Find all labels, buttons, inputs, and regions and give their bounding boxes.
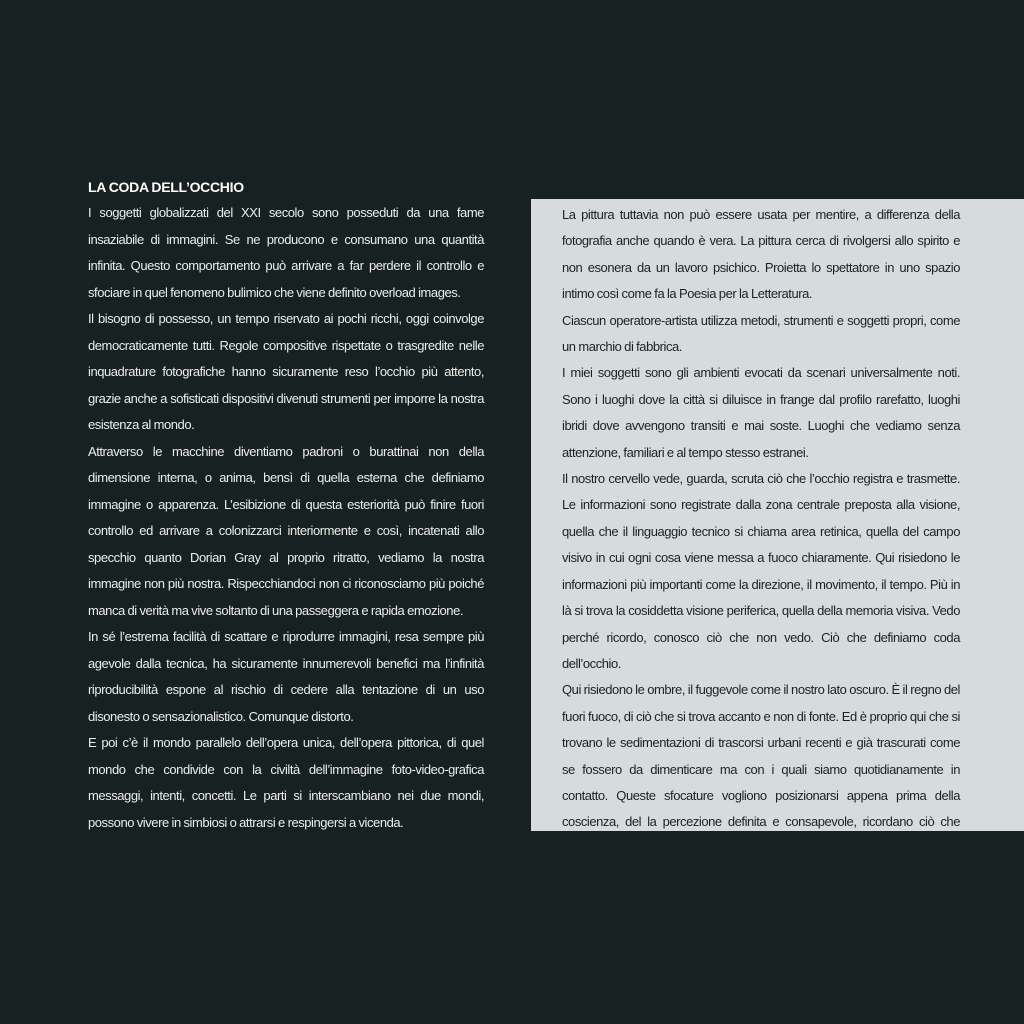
article-title: LA CODA DELL’OCCHIO [88,179,244,195]
paragraph: Attraverso le macchine diventiamo padroni o burattinai non della dimensione interna, o anima, bensì di quella esterna che definiamo immagine o apparenza. L’esibizione di questa esteriorità può finire fuori controllo ed arrivare a colonizzarci interiormente e così, incatenati allo specchio quanto Dorian Gray al proprio ritratto, vediamo la nostra immagine non più nostra. Rispecchiandoci non ci riconosciamo più poiché manca di verità ma vive soltanto di una passeggera e rapida emozione. [88,443,484,618]
left-column [88,176,484,836]
paragraph: Ciascun operatore-artista utilizza metodi, strumenti e soggetti propri, come un marchio di fabbrica. [562,312,960,355]
right-column [562,202,960,862]
paragraph: Qui risiedono le ombre, il fuggevole come il nostro lato oscuro. È il regno del fuori fuoco, di ciò che si trova accanto e non di fonte. Ed è proprio qui che si trovano le sedimentazioni di trascorsi urbani recenti e già trascurati come se fossero da dimenticare ma con i quali siamo quotidianamente in contatto. Queste sfocature vogliono posizionarsi appena prima della coscienza, del la percezione definita e consapevole, ricordano ciò che vediamo con gli occhi socchiusi. [562,682,960,856]
paragraph: I miei soggetti sono gli ambienti evocati da scenari universalmente noti. Sono i luoghi dove la città si diluisce in frange dal profilo rarefatto, luoghi ibridi dove avvengono transiti e mai soste. Luoghi che vediamo senza attenzione, familiari e al tempo stesso estranei. [562,365,960,460]
paragraph: La pittura tuttavia non può essere usata per mentire, a differenza della fotografia anche quando è vera. La pittura cerca di rivolgersi allo spirito e non esonera da un lavoro psichico. Proietta lo spettatore in uno spazio intimo così come fa la Poesia per la Letteratura. [562,207,960,302]
paragraph: In sé l’estrema facilità di scattare e riprodurre immagini, resa sempre più agevole dalla tecnica, ha sicuramente innumerevoli benefici ma l’infinità riproducibilità espone al rischio di cedere alla tentazione di un uso disonesto o sensazionalistico. Comunque distorto. [88,629,484,724]
paragraph: E poi c’è il mondo parallelo dell’opera unica, dell’opera pittorica, di quel mondo che condivide con la civiltà dell’immagine foto-video-grafica messaggi, intenti, concetti. Le parti si interscambiano nei due mondi, possono vivere in simbiosi o attrarsi e respingersi a vicenda. [88,735,484,830]
paragraph: I soggetti globalizzati del XXI secolo sono posseduti da una fame insaziabile di immagini. Se ne producono e consumano una quantità infinita. Questo comportamento può arrivare a far perdere il controllo e sfociare in quel fenomeno bulimico che viene definito overload images. [88,205,484,300]
paragraph: Il nostro cervello vede, guarda, scruta ciò che l’occhio registra e trasmette. Le informazioni sono registrate dalla zona centrale preposta alla visione, quella che il linguaggio tecnico si chiama area retinica, quella del campo visivo in cui ogni cosa viene messa a fuoco chiaramente. Qui risiedono le informazioni più importanti come la direzione, il movimento, il tempo. Più in là si trova la cosiddetta visione periferica, quella della memoria visiva. Vedo perché ricordo, conosco ciò che non vedo. Ciò che definiamo coda dell’occhio. [562,471,960,671]
paragraph: Il bisogno di possesso, un tempo riservato ai pochi ricchi, oggi coinvolge democraticamente tutti. Regole compositive rispettate o trasgredite nelle inquadrature fotografiche hanno sicuramente reso l’occhio più attento, grazie anche a sofisticati dispositivi divenuti strumenti per imporre la nostra esistenza al mondo. [88,311,484,432]
highlight-panel [531,199,1024,856]
